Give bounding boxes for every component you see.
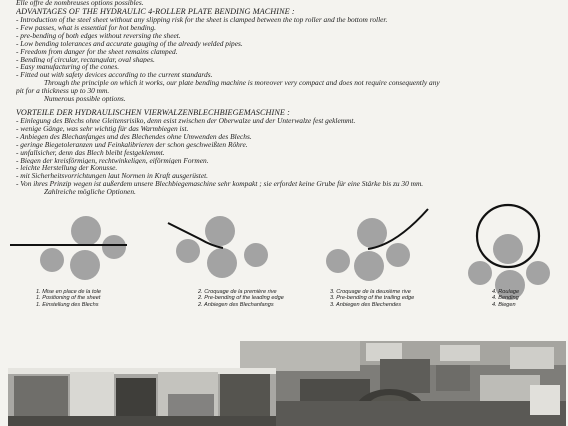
left-roller (468, 261, 492, 285)
caption-en: 3. Pre-bending of the trailing edge (330, 295, 415, 302)
right-roller (526, 261, 550, 285)
vorteil-line: - Biegen der kreisförmigen, rechtwinkeligen, eiförmigen Formen. (16, 156, 209, 165)
advantages-german-heading: VORTEILE DER HYDRAULISCHEN VIERWALZENBLECHBIEGEMASCHINE : (16, 108, 290, 117)
right-roller (386, 243, 410, 267)
advantages-english-section (16, 7, 561, 103)
step-2-caption (198, 289, 284, 308)
caption-de: 2. Anbiegen des Blechanfangs (198, 301, 274, 308)
advantage-line: - Low bending tolerances and accurate gauging of the already welded pipes. (16, 39, 243, 48)
vorteil-line: - leichte Herstellung der Konusse. (16, 164, 118, 173)
top-roller (357, 218, 387, 248)
workshop-photo-right-image (240, 341, 566, 426)
advantage-line: - Bending of circular, rectangular, oval shapes. (16, 55, 155, 64)
top-roller (205, 216, 235, 246)
advantage-line: - Easy manufacturing of the cones. (16, 63, 120, 72)
advantage-line: - Few passes, what is essential for hot bending. (16, 23, 157, 32)
caption-en: 2. Pre-bending of the leading edge (198, 295, 284, 302)
caption-fr: 2. Croquage de la première rive (198, 289, 277, 295)
bottom-roller (207, 248, 237, 278)
bottom-roller (354, 251, 384, 281)
advantage-line: - Introduction of the steel sheet without any slipping risk for the sheet is clamped between the top roller and the bottom roller. (16, 16, 388, 24)
vorteil-line: - mit Sicherheitsvorrichtungen laut Normen in Kraft ausgerüstet. (16, 172, 209, 181)
vorteil-line: - Anbiegen des Blechanfanges und des Blechendes ohne Umwenden des Blechs. (16, 132, 252, 141)
intro-line: Elle offre de nombreuses options possibles. (16, 0, 144, 7)
left-roller (40, 248, 64, 272)
advantage-line: - pre-bending of both edges without reversing the sheet. (16, 31, 181, 40)
advantage-line: Numerous possible options. (44, 95, 126, 103)
caption-en: 1. Positioning of the sheet (36, 295, 101, 302)
step-1-rollers (0, 203, 140, 283)
step-3-caption (330, 289, 414, 308)
caption-fr: 3. Croquage de la deuxième rive (330, 289, 411, 295)
advantage-line: Through the principle on which it works, our plate bending machine is moreover very compact and does not require consequently any (44, 79, 440, 88)
left-roller (326, 249, 350, 273)
step-4-caption (492, 289, 519, 308)
advantages-english-heading: ADVANTAGES OF THE HYDRAULIC 4-ROLLER PLATE BENDING MACHINE : (16, 7, 295, 16)
advantage-line: - Freedom from danger for the sheet remains clamped. (16, 47, 178, 56)
caption-de: 3. Anbiegen des Blechendes (330, 301, 402, 308)
vorteil-line: - Einlegung des Blechs ohne Gleitensrisiko, denn esist zwischen der Oberwalze und der Unterwalze fest geklemmt. (16, 117, 356, 125)
top-roller (71, 216, 101, 246)
step-1-caption (36, 289, 101, 308)
right-roller (244, 243, 268, 267)
left-roller (176, 239, 200, 263)
vorteil-line: - Von ihres Prinzip wegen ist außerdem unsere Blechbiegemaschine sehr kompakt ; sie erfordet keine Grube für eine Stärke bis zu 30 mm. (16, 180, 424, 189)
advantages-german-section (16, 108, 561, 196)
workshop-photo-left-image (8, 368, 276, 426)
bending-steps-diagrams (0, 203, 568, 328)
vorteil-line: - wenige Gänge, was sehr wichtig für das Warmbiegen ist. (16, 124, 189, 133)
caption-en: 4. Bending (492, 295, 519, 302)
step-3-rollers (318, 203, 448, 283)
vorteil-line: - unfallsicher, denn das Blech bleibt festgeklemmt. (16, 148, 165, 157)
caption-de: 1. Einstellung des Blechs (36, 301, 99, 308)
bottom-roller (70, 250, 100, 280)
top-roller (493, 234, 523, 264)
advantage-line: pit for a thickness up to 30 mm. (16, 87, 110, 96)
workshop-photo-right (240, 341, 566, 426)
caption-fr: 1. Mise en place de la tole (36, 289, 101, 295)
caption-fr: 4. Roulage (492, 289, 520, 295)
right-roller (102, 235, 126, 259)
workshop-photo-left (8, 368, 276, 426)
advantage-line: - Fitted out with safety devices according to the current standards. (16, 71, 213, 80)
step-2-rollers (160, 203, 290, 283)
caption-de: 4. Biegen (492, 301, 516, 308)
vorteil-line: Zahlreiche mögliche Optionen. (44, 188, 136, 197)
vorteil-line: - geringe Biegetoleranzen und Feinkalibrieren der schon geschweißten Röhre. (16, 140, 248, 149)
